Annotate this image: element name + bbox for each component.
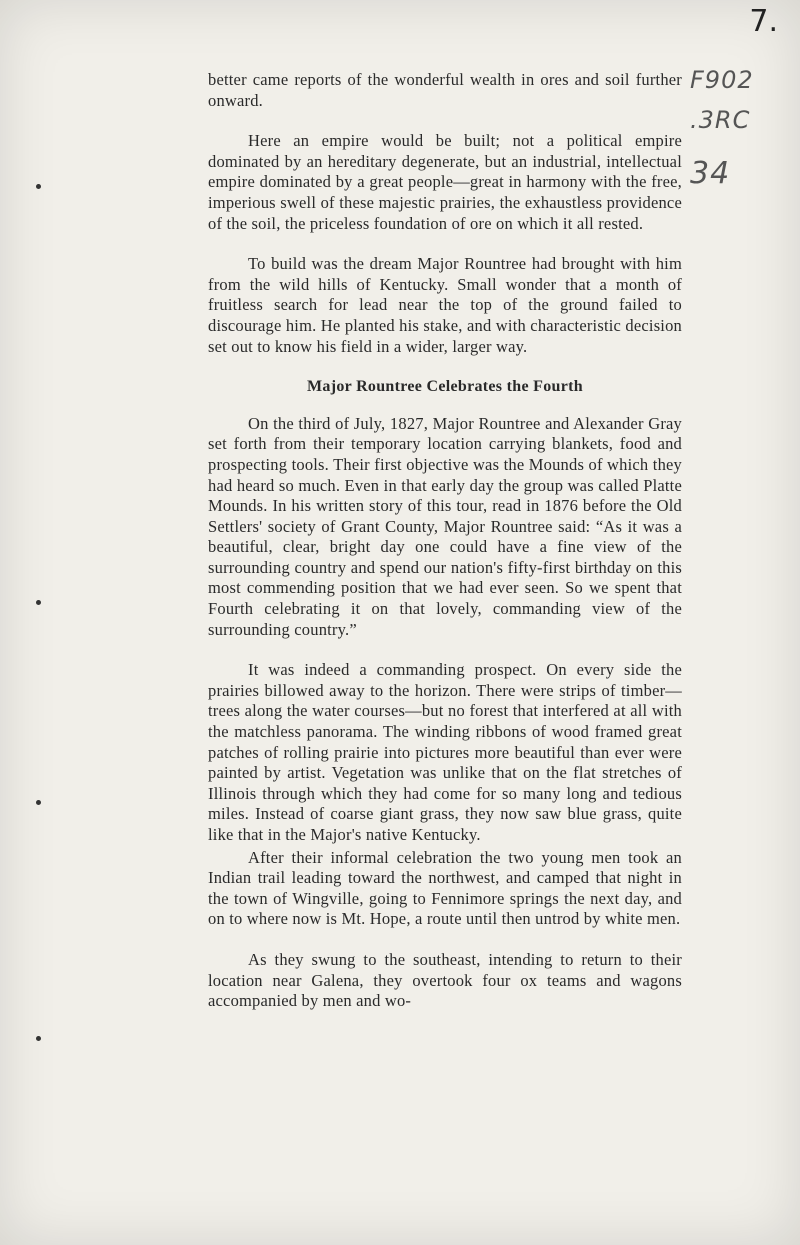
paragraph: It was indeed a commanding prospect. On every side the prairies billowed away to the horizon. There were strips of timber—trees along the water courses—but no forest that interfered at all with the matchless panorama. The winding ribbons of wood framed great patches of rolling prairie into pictures more beautiful than ever were painted by artist. Vegetation was unlike that on the flat stretches of Illinois through which they had come for so many long and tedious miles. Instead of coarse giant grass, they now saw blue grass, quite like that in the Major's native Kentucky.	[208, 660, 682, 844]
handwritten-annotation-3: 34	[690, 156, 731, 191]
section-heading: Major Rountree Celebrates the Fourth	[307, 378, 583, 396]
binding-hole-mark	[36, 1036, 41, 1041]
article-body	[208, 70, 682, 1032]
handwritten-annotation-2: .3RC	[690, 106, 751, 134]
paragraph: To build was the dream Major Rountree had brought with him from the wild hills of Kentucky. Small wonder that a month of fruitless search for lead near the top of the ground failed to discourage him. He planted his stake, and with characteristic decision set out to know his field in a wider, larger way.	[208, 254, 682, 356]
binding-hole-mark	[36, 184, 41, 189]
paragraph: After their informal celebration the two young men took an Indian trail leading toward the northwest, and camped that night in the town of Wingville, going to Fennimore springs the next day, and on to where now is Mt. Hope, a route until then untrod by white men.	[208, 847, 682, 929]
binding-hole-mark	[36, 800, 41, 805]
handwritten-annotation-1: F902	[690, 66, 754, 94]
paragraph: On the third of July, 1827, Major Rountree and Alexander Gray set forth from their temporary location carrying blankets, food and prospecting tools. Their first objective was the Mounds of which they had heard so much. Even in that early day the group was called Platte Mounds. In his written story of this tour, read in 1876 before the Old Settlers' society of Grant County, Major Rountree said: “As it was a beautiful, clear, bright day one could have a fine view of the surrounding country and spend our nation's fifty-first birthday on this most commending position that we had ever seen. So we spent that Fourth celebrating it on that lovely, commanding view of the surrounding country.”	[208, 413, 682, 639]
paragraph: better came reports of the wonderful wealth in ores and soil further onward.	[208, 70, 682, 110]
page-number: 7.	[749, 4, 778, 39]
paragraph: Here an empire would be built; not a political empire dominated by an hereditary degenerate, but an industrial, intellectual empire dominated by a great people—great in harmony with the free, imperious swell of these majestic prairies, the exhaustless providence of the soil, the priceless foundation of ore on which it all rested.	[208, 131, 682, 233]
paragraph: As they swung to the southeast, intending to return to their location near Galena, they overtook four ox teams and wagons accompanied by men and wo-	[208, 949, 682, 1011]
binding-hole-mark	[36, 600, 41, 605]
